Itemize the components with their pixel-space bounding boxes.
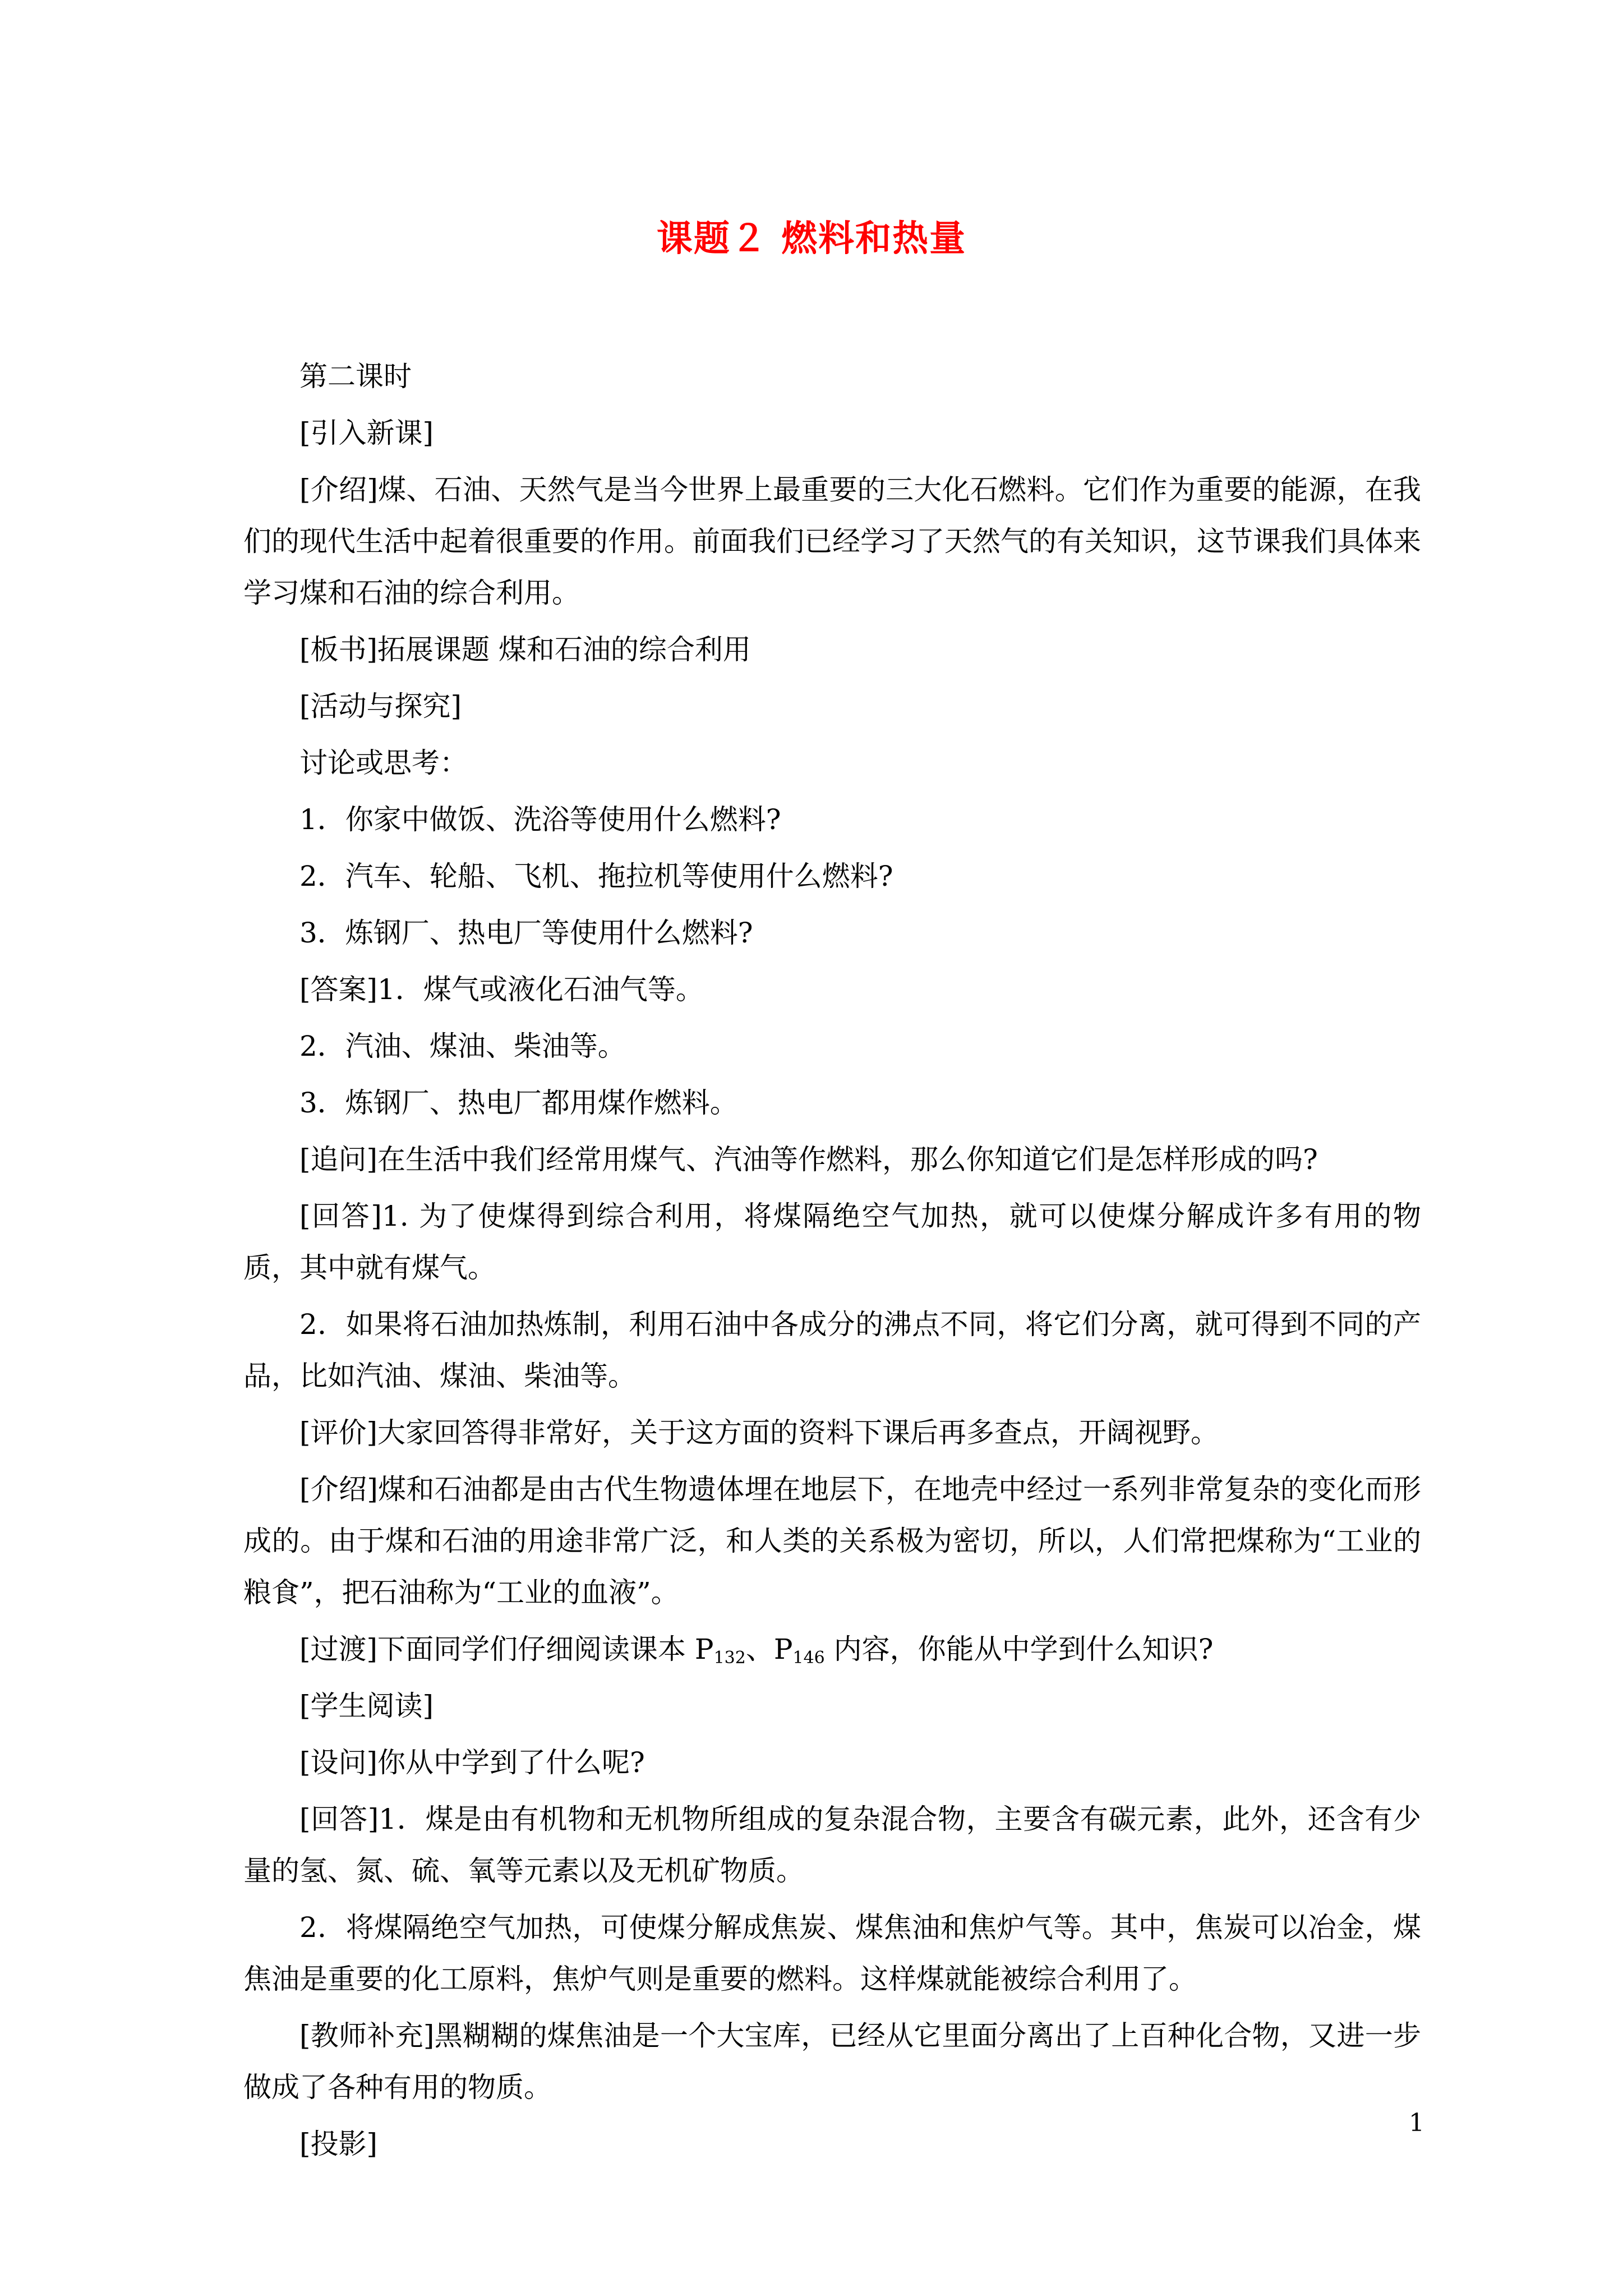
paragraph: [回答]1. 为了使煤得到综合利用，将煤隔绝空气加热，就可以使煤分解成许多有用的物质，其中就有煤气。 <box>243 1200 1421 1284</box>
paragraph: [介绍]煤和石油都是由古代生物遗体埋在地层下，在地壳中经过一系列非常复杂的变化而形成的。由于煤和石油的用途非常广泛，和人类的关系极为密切，所以，人们常把煤称为“工业的粮食”，把石油称为“工业的血液”。 <box>243 1473 1421 1609</box>
page-ref-subscript: 146 <box>792 1648 825 1668</box>
paragraph: [答案]1．煤气或液化石油气等。 <box>299 973 704 1006</box>
paragraph: 2．如果将石油加热炼制，利用石油中各成分的沸点不同，将它们分离，就可得到不同的产品，比如汽油、煤油、柴油等。 <box>243 1308 1421 1392</box>
paragraph: 第二课时 <box>299 360 412 393</box>
paragraph: [设问]你从中学到了什么呢? <box>299 1746 645 1779</box>
lesson-body <box>243 351 1421 2175</box>
transition-paragraph <box>243 1623 1421 1675</box>
paragraph: [投影] <box>299 2128 378 2160</box>
paragraph: 3．炼钢厂、热电厂都用煤作燃料。 <box>299 1087 738 1119</box>
transition-text: 、P <box>745 1633 793 1665</box>
paragraph: 2．汽车、轮船、飞机、拖拉机等使用什么燃料? <box>299 860 893 892</box>
paragraph: [板书]拓展课题 煤和石油的综合利用 <box>299 633 751 666</box>
paragraph: [介绍]煤、石油、天然气是当今世界上最重要的三大化石燃料。它们作为重要的能源，在我们的现代生活中起着很重要的作用。前面我们已经学习了天然气的有关知识，这节课我们具体来学习煤和石油的综合利用。 <box>243 473 1421 609</box>
paragraph: [回答]1．煤是由有机物和无机物所组成的复杂混合物，主要含有碳元素，此外，还含有少量的氢、氮、硫、氧等元素以及无机矿物质。 <box>243 1803 1421 1887</box>
page-title: 课题２ 燃料和热量 <box>656 218 967 260</box>
paragraph: [学生阅读] <box>299 1690 434 1722</box>
paragraph: [追问]在生活中我们经常用煤气、汽油等作燃料，那么你知道它们是怎样形成的吗? <box>299 1143 1318 1176</box>
paragraph: 1．你家中做饭、洗浴等使用什么燃料? <box>299 803 781 836</box>
paragraph: 2．汽油、煤油、柴油等。 <box>299 1030 626 1062</box>
page-ref-subscript: 132 <box>713 1648 746 1668</box>
transition-text: 内容，你能从中学到什么知识? <box>824 1633 1214 1665</box>
paragraph: 2．将煤隔绝空气加热，可使煤分解成焦炭、煤焦油和焦炉气等。其中，焦炭可以冶金，煤焦油是重要的化工原料，焦炉气则是重要的燃料。这样煤就能被综合利用了。 <box>243 1911 1421 1995</box>
paragraph: 讨论或思考： <box>299 747 468 779</box>
paragraph: [教师补充]黑糊糊的煤焦油是一个大宝库，已经从它里面分离出了上百种化合物，又进一步做成了各种有用的物质。 <box>243 2019 1421 2104</box>
paragraph: 3．炼钢厂、热电厂等使用什么燃料? <box>299 917 753 949</box>
transition-text: [过渡]下面同学们仔细阅读课本 P <box>299 1633 714 1665</box>
paragraph: [引入新课] <box>299 417 434 449</box>
page-number: 1 <box>1409 2109 1424 2137</box>
paragraph: [活动与探究] <box>299 690 462 723</box>
paragraph: [评价]大家回答得非常好，关于这方面的资料下课后再多查点，开阔视野。 <box>299 1416 1219 1449</box>
